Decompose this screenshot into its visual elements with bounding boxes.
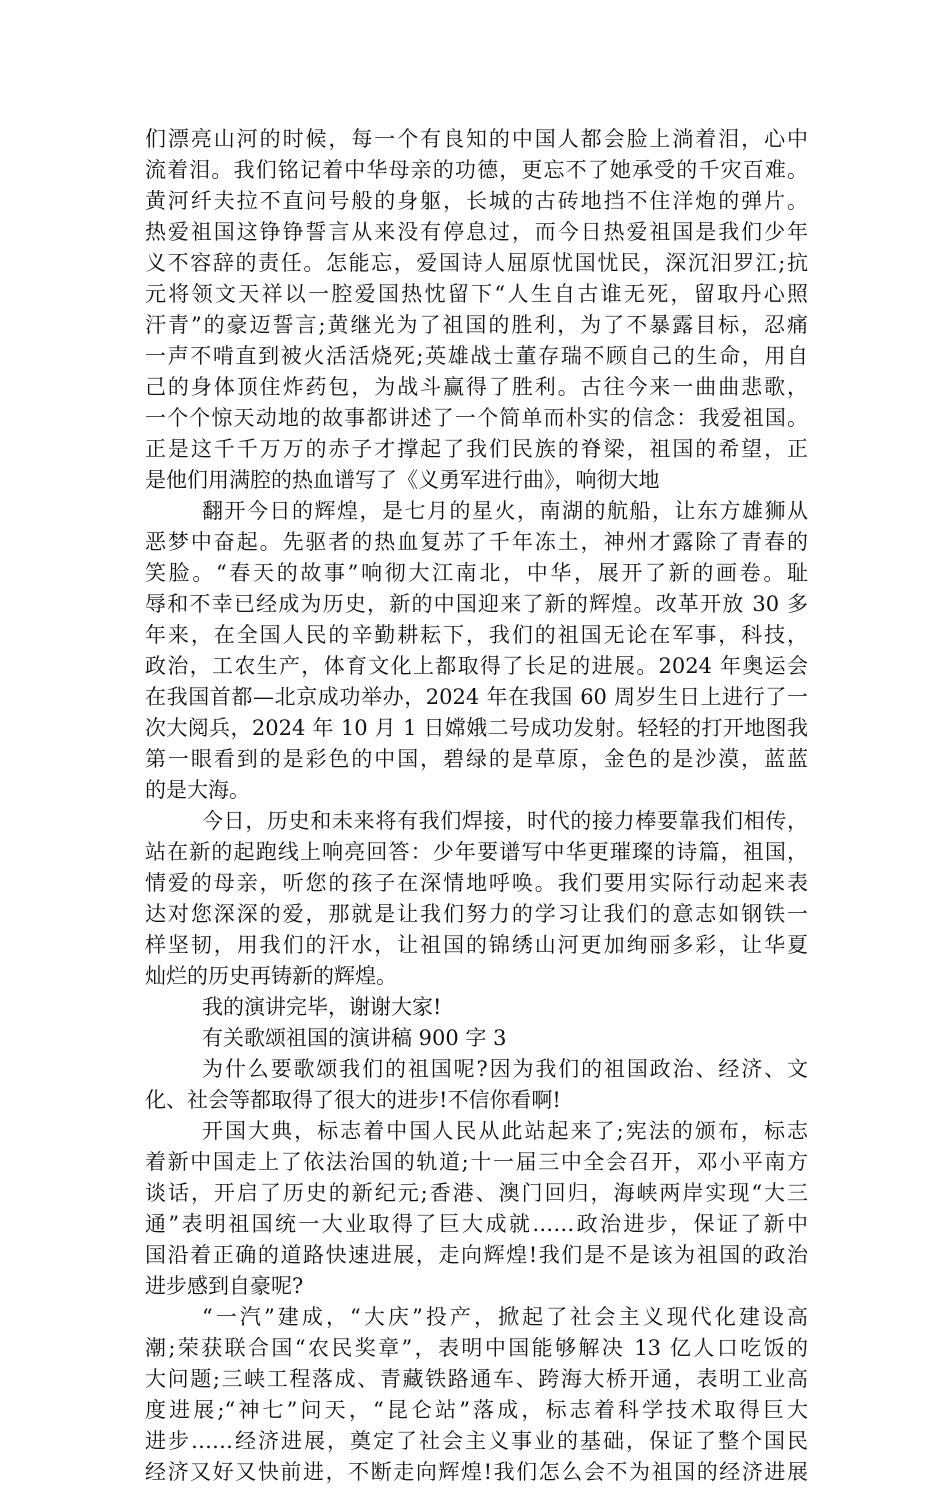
text-line: 热爱祖国这铮铮誓言从来没有停息过，而今日热爱祖国是我们少年 bbox=[145, 220, 808, 244]
text-line: 经济又好又快前进，不断走向辉煌!我们怎么会不为祖国的经济进展 bbox=[145, 1460, 808, 1484]
text-line: 笑脸。“春天的故事”响彻大江南北，中华，展开了新的画卷。耻 bbox=[145, 561, 808, 585]
text-line: 大问题;三峡工程落成、青藏铁路通车、跨海大桥开通，表明工业高 bbox=[145, 1367, 808, 1391]
text-line: 汗青”的豪迈誓言;黄继光为了祖国的胜利，为了不暴露目标，忍痛 bbox=[145, 313, 808, 337]
text-line: 流着泪。我们铭记着中华母亲的功德，更忘不了她承受的千灾百难。 bbox=[145, 158, 808, 182]
text-line: 今日，历史和未来将有我们焊接，时代的接力棒要靠我们相传， bbox=[202, 809, 808, 833]
text-line: 国沿着正确的道路快速进展，走向辉煌!我们是不是该为祖国的政治 bbox=[145, 1243, 808, 1267]
text-line: 们漂亮山河的时候，每一个有良知的中国人都会脸上淌着泪，心中 bbox=[145, 127, 808, 151]
text-line: 为什么要歌颂我们的祖国呢?因为我们的祖国政治、经济、文 bbox=[202, 1057, 808, 1081]
text-line: 一声不啃直到被火活活烧死;英雄战士董存瑞不顾自己的生命，用自 bbox=[145, 344, 808, 368]
text-line: 进步……经济进展，奠定了社会主义事业的基础，保证了整个国民 bbox=[145, 1429, 808, 1453]
text-line: 元将领文天祥以一腔爱国热忱留下“人生自古谁无死，留取丹心照 bbox=[145, 282, 808, 306]
speech-text-body bbox=[145, 124, 808, 1488]
text-line: 翻开今日的辉煌，是七月的星火，南湖的航船，让东方雄狮从 bbox=[202, 499, 808, 523]
text-line: 样坚韧，用我们的汗水，让祖国的锦绣山河更加绚丽多彩，让华夏 bbox=[145, 933, 808, 957]
text-line: 己的身体顶住炸药包，为战斗赢得了胜利。古往今来一曲曲悲歌， bbox=[145, 375, 808, 399]
text-line: 达对您深深的爱，那就是让我们努力的学习让我们的意志如钢铁一 bbox=[145, 902, 808, 926]
text-line: 在我国首都—北京成功举办，2024 年在我国 60 周岁生日上进行了一 bbox=[145, 685, 808, 709]
text-line: 正是这千千万万的赤子才撑起了我们民族的脊梁，祖国的希望，正 bbox=[145, 437, 808, 461]
text-line: 是他们用满腔的热血谱写了《义勇军进行曲》，响彻大地 bbox=[145, 468, 660, 492]
text-line: 次大阅兵，2024 年 10 月 1 日嫦娥二号成功发射。轻轻的打开地图我 bbox=[145, 716, 808, 740]
text-line: 义不容辞的责任。怎能忘，爱国诗人屈原忧国忧民，深沉汨罗江;抗 bbox=[145, 251, 808, 275]
text-line: 化、社会等都取得了很大的进步!不信你看啊! bbox=[145, 1088, 561, 1112]
text-line: 开国大典，标志着中国人民从此站起来了;宪法的颁布，标志 bbox=[202, 1119, 808, 1143]
text-line: 辱和不幸已经成为历史，新的中国迎来了新的辉煌。改革开放 30 多 bbox=[145, 592, 808, 616]
text-line: 情爱的母亲，听您的孩子在深情地呼唤。我们要用实际行动起来表 bbox=[145, 871, 808, 895]
text-line: 站在新的起跑线上响亮回答：少年要谱写中华更璀璨的诗篇，祖国， bbox=[145, 840, 808, 864]
text-line: 黄河纤夫拉不直问号般的身躯，长城的古砖地挡不住洋炮的弹片。 bbox=[145, 189, 808, 213]
text-line: 进步感到自豪呢? bbox=[145, 1274, 304, 1298]
text-line: 一个个惊天动地的故事都讲述了一个简单而朴实的信念：我爱祖国。 bbox=[145, 406, 808, 430]
text-line: 灿烂的历史再铸新的辉煌。 bbox=[145, 964, 397, 988]
text-line: 度进展;“神七”问天，“昆仑站”落成，标志着科学技术取得巨大 bbox=[145, 1398, 808, 1422]
text-line: 潮;荣获联合国“农民奖章”，表明中国能够解决 13 亿人口吃饭的 bbox=[145, 1336, 808, 1360]
text-line: 着新中国走上了依法治国的轨道;十一届三中全会召开，邓小平南方 bbox=[145, 1150, 808, 1174]
text-line: 谈话，开启了历史的新纪元;香港、澳门回归，海峡两岸实现“大三 bbox=[145, 1181, 808, 1205]
text-line: 通”表明祖国统一大业取得了巨大成就……政治进步，保证了新中 bbox=[145, 1212, 808, 1236]
text-line: 第一眼看到的是彩色的中国，碧绿的是草原，金色的是沙漠，蓝蓝 bbox=[145, 747, 808, 771]
text-line: 年来，在全国人民的辛勤耕耘下，我们的祖国无论在军事，科技， bbox=[145, 623, 808, 647]
text-line: 政治，工农生产，体育文化上都取得了长足的进展。2024 年奥运会 bbox=[145, 654, 808, 678]
text-line: “一汽”建成，“大庆”投产，掀起了社会主义现代化建设高 bbox=[202, 1305, 808, 1329]
text-line: 有关歌颂祖国的演讲稿 900 字 3 bbox=[202, 1026, 507, 1050]
text-line: 恶梦中奋起。先驱者的热血复苏了千年冻土，神州才露除了青春的 bbox=[145, 530, 808, 554]
text-line: 的是大海。 bbox=[145, 778, 250, 802]
text-line: 我的演讲完毕，谢谢大家! bbox=[202, 995, 442, 1019]
